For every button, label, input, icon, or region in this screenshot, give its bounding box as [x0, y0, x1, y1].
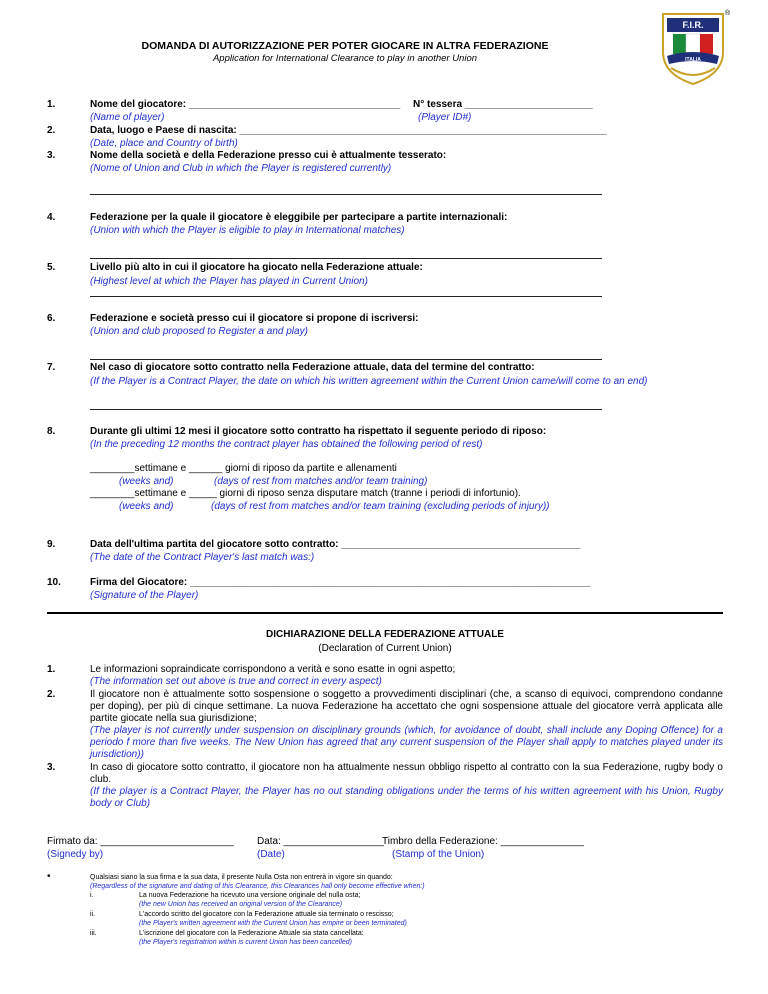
item-number: 2.: [47, 125, 56, 136]
highest-level-label: Livello più alto in cui il giocatore ha giocato nella Federazione attuale:: [90, 262, 423, 273]
declaration-point-it: Le informazioni sopraindicate corrispondono a verità e sono esatte in ogni aspetto;: [90, 664, 456, 675]
last-match-label: Data dell'ultima partita del giocatore sotto contratto: ___________________________________________: [90, 539, 581, 550]
signed-by-en: (Signedy by): [47, 849, 104, 860]
item-number: 10.: [47, 577, 61, 588]
rest-line-1: ________settimane e ______ giorni di riposo da partite e allenamenti: [90, 463, 397, 474]
declaration-point-it: In caso di giocatore sotto contratto, il giocatore non ha attualmente nessun obbligo rispetto al contratto con la sua Federazione, rugby body o club.: [90, 762, 723, 785]
item-number: 3.: [47, 150, 56, 161]
footnote-item-en: (the new Union has received an original version of the Clearance): [139, 901, 343, 908]
footnote-bullet: •: [47, 871, 51, 882]
answer-line[interactable]: [90, 258, 602, 259]
eligible-union-en: (Union with which the Player is eligible to play in International matches): [90, 225, 405, 236]
item-number: 7.: [47, 362, 56, 373]
declaration-point-en: (The player is not currently under suspension on disciplinary grounds (which, for avoidance of doubt, shall include any Doping Offence) for a periodo f more than five weeks. The New Union has agreed that any current suspension of the Player shall apply to matches played under its jurisdiction)): [90, 725, 723, 760]
answer-line[interactable]: [90, 409, 602, 410]
rest-period-label: Durante gli ultimi 12 mesi il giocatore sotto contratto ha rispettato il seguente periodo di riposo:: [90, 426, 547, 437]
last-match-en: (The date of the Contract Player's last match was:): [90, 552, 315, 563]
footnote-item-number: iii.: [90, 930, 97, 937]
form-title: DOMANDA DI AUTORIZZAZIONE PER POTER GIOCARE IN ALTRA FEDERAZIONE: [141, 40, 549, 52]
footnote-item-it: L'iscrizione del giocatore con la Federazione Attuale sia stata cancellata:: [139, 930, 364, 937]
footnote-intro: Qualsiasi siano la sua firma e la sua data, il presente Nulla Osta non entrerà in vigore sin quando:: [90, 874, 393, 881]
declaration-number: 3.: [47, 762, 56, 773]
declaration-point: [90, 664, 723, 688]
date-label: Data: __________________: [257, 836, 384, 847]
footnote-item-number: ii.: [90, 911, 96, 918]
rest-line-2-days-en: (days of rest from matches and/or team training (excluding periods of injury)): [211, 501, 550, 512]
declaration-point: [90, 689, 723, 761]
logo-text: F.I.R.: [682, 20, 704, 30]
answer-line[interactable]: [90, 359, 602, 360]
declaration-subtitle: (Declaration of Current Union): [318, 643, 452, 654]
contract-end-label: Nel caso di giocatore sotto contratto nella Federazione attuale, data del termine del contratto:: [90, 362, 535, 373]
highest-level-en: (Highest level at which the Player has played in Current Union): [90, 276, 368, 287]
player-name-en: (Name of player): [90, 112, 165, 123]
item-number: 9.: [47, 539, 56, 550]
declaration-title: DICHIARAZIONE DELLA FEDERAZIONE ATTUALE: [266, 629, 504, 640]
birth-label: Data, luogo e Paese di nascita: __________________________________________________________________: [90, 125, 607, 136]
fir-logo: [659, 10, 731, 86]
declaration-number: 2.: [47, 689, 56, 700]
declaration-point: [90, 762, 723, 810]
answer-line[interactable]: [90, 194, 602, 195]
rest-line-1-weeks-en: (weeks and): [119, 476, 174, 487]
footnote-intro-en: (Regardless of the signature and dating of this Clearance, this Clearances hall only become effective when:): [90, 883, 425, 890]
stamp-en: (Stamp of the Union): [392, 849, 485, 860]
date-en: (Date): [257, 849, 285, 860]
player-signature-label: Firma del Giocatore: ________________________________________________________________________: [90, 577, 591, 588]
form-subtitle: Application for International Clearance to play in another Union: [212, 53, 478, 64]
rest-line-2-weeks-en: (weeks and): [119, 501, 174, 512]
declaration-point-it: Il giocatore non è attualmente sotto sospensione o soggetto a provvedimenti disciplinari (che, a scanso di equivoci, comprendono condanne per doping), per più di cinque settimane. La nuova Federazione ha accettato che ogni sospensione attuale del giocatore verrà applicata alle partite giocate nella sua giurisdizione;: [90, 689, 723, 724]
footnote-item-en: (the Player's written agreement with the Current Union has empire or been terminated): [139, 920, 407, 927]
player-id-en: (Player ID#): [418, 112, 472, 123]
section-divider: [47, 612, 723, 614]
eligible-union-label: Federazione per la quale il giocatore è eleggibile per partecipare a partite internazionali:: [90, 212, 508, 223]
item-number: 6.: [47, 313, 56, 324]
rest-period-en: (In the preceding 12 months the contract player has obtained the following period of rest): [90, 439, 483, 450]
logo-sub: ITALIA: [685, 57, 701, 63]
rest-line-1-days-en: (days of rest from matches and/or team training): [214, 476, 428, 487]
item-number: 8.: [47, 426, 56, 437]
current-club-label: Nome della società e della Federazione presso cui è attualmente tesserato:: [90, 150, 447, 161]
footnote-item-it: L'accordo scritto del giocatore con la Federazione attuale sia terminato o rescisso;: [139, 911, 394, 918]
signed-by-label: Firmato da: ________________________: [47, 836, 234, 847]
declaration-point-en: (If the player is a Contract Player, the Player has no out standing obligations under the terms of his written agreement with his Union, Rugby body or Club): [90, 786, 723, 809]
footnote-item-it: La nuova Federazione ha ricevuto una versione originale del nulla osta;: [139, 892, 361, 899]
rest-line-2: ________settimane e _____ giorni di riposo senza disputare match (tranne i periodi di infortunio).: [90, 488, 521, 499]
item-number: 1.: [47, 99, 56, 110]
stamp-label: Timbro della Federazione: _______________: [382, 836, 584, 847]
new-union-label: Federazione e società presso cui il giocatore si propone di iscriversi:: [90, 313, 419, 324]
birth-en: (Date, place and Country of birth): [90, 138, 238, 149]
player-id-label: N° tessera _______________________: [413, 99, 593, 110]
answer-line[interactable]: [90, 296, 602, 297]
player-name-label: Nome del giocatore: ______________________________________: [90, 99, 401, 110]
declaration-point-en: (The information set out above is true and correct in every aspect): [90, 676, 382, 687]
declaration-number: 1.: [47, 664, 56, 675]
item-number: 4.: [47, 212, 56, 223]
new-union-en: (Union and club proposed to Register a and play): [90, 326, 308, 337]
registered-mark: ®: [725, 10, 731, 17]
player-signature-en: (Signature of the Player): [90, 590, 199, 601]
item-number: 5.: [47, 262, 56, 273]
contract-end-en: (If the Player is a Contract Player, the date on which his written agreement within the Current Union came/will come to an end): [90, 376, 648, 387]
footnote-item-number: i.: [90, 892, 94, 899]
footnote-item-en: (the Player's registratrion within is current Union has been cancelled): [139, 939, 352, 946]
current-club-en: (Nome of Union and Club in which the Player is registered currently): [90, 163, 392, 174]
